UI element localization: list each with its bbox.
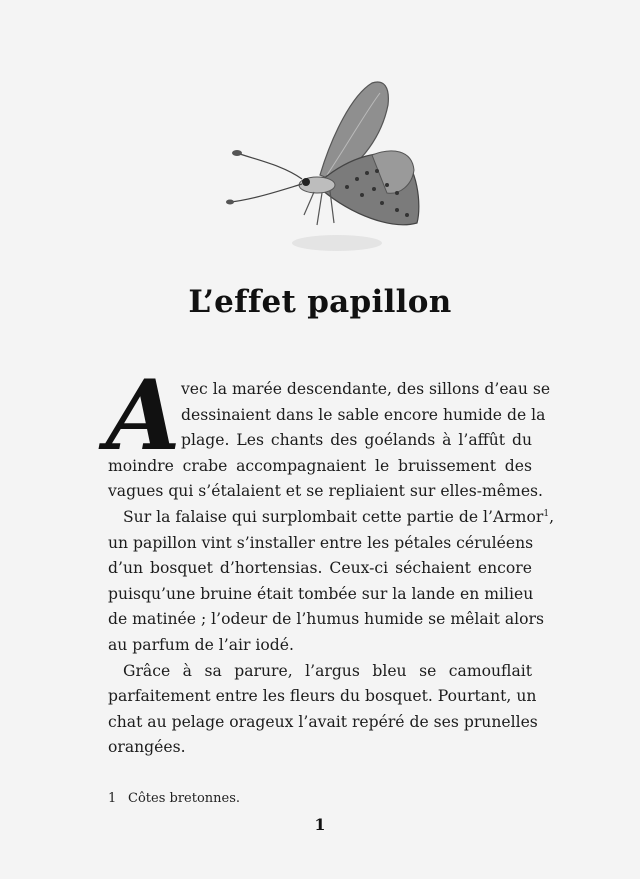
text-line-part: , <box>549 507 555 526</box>
text-line: dessinaient dans le sable encore humide de la <box>181 405 546 424</box>
text-line: puisqu’une bruine était tombée sur la lande en milieu <box>108 584 534 603</box>
footnote <box>108 791 240 806</box>
drop-cap: A <box>106 359 181 472</box>
text-line <box>108 505 555 531</box>
footnote-number: 1 <box>108 791 117 806</box>
text-line: au parfum de l’air iodé. <box>108 635 294 654</box>
text-line: chat au pelage orageux l’avait repéré de ses prunelles <box>108 712 538 731</box>
text-line: moindre crabe accompagnaient le bruissement des <box>108 456 532 475</box>
text-line: Grâce à sa parure, l’argus bleu se camouflait <box>123 661 532 680</box>
footnote-reference[interactable]: 1 <box>543 508 550 519</box>
chapter-body <box>108 377 555 761</box>
butterfly-illustration <box>222 75 432 260</box>
text-line: parfaitement entre les fleurs du bosquet. Pourtant, un <box>108 687 537 706</box>
text-line: vec la marée descendante, des sillons d’eau se <box>181 380 551 398</box>
text-line: d’un bosquet d’hortensias. Ceux-ci séchaient encore <box>108 559 532 578</box>
text-line: vagues qui s’étalaient et se repliaient sur elles-mêmes. <box>108 482 544 501</box>
text-line: plage. Les chants des goélands à l’affût du <box>181 431 532 450</box>
text-line: orangées. <box>108 738 186 757</box>
text-line: de matinée ; l’odeur de l’humus humide se mêlait alors <box>108 610 545 629</box>
chapter-title: L’effet papillon <box>188 284 452 320</box>
footnote-text: Côtes bretonnes. <box>128 791 241 806</box>
page-number: 1 <box>314 815 326 834</box>
text-line-part: Sur la falaise qui surplombait cette partie de l’Armor <box>123 507 544 526</box>
text-line: un papillon vint s’installer entre les pétales céruléens <box>108 533 534 552</box>
